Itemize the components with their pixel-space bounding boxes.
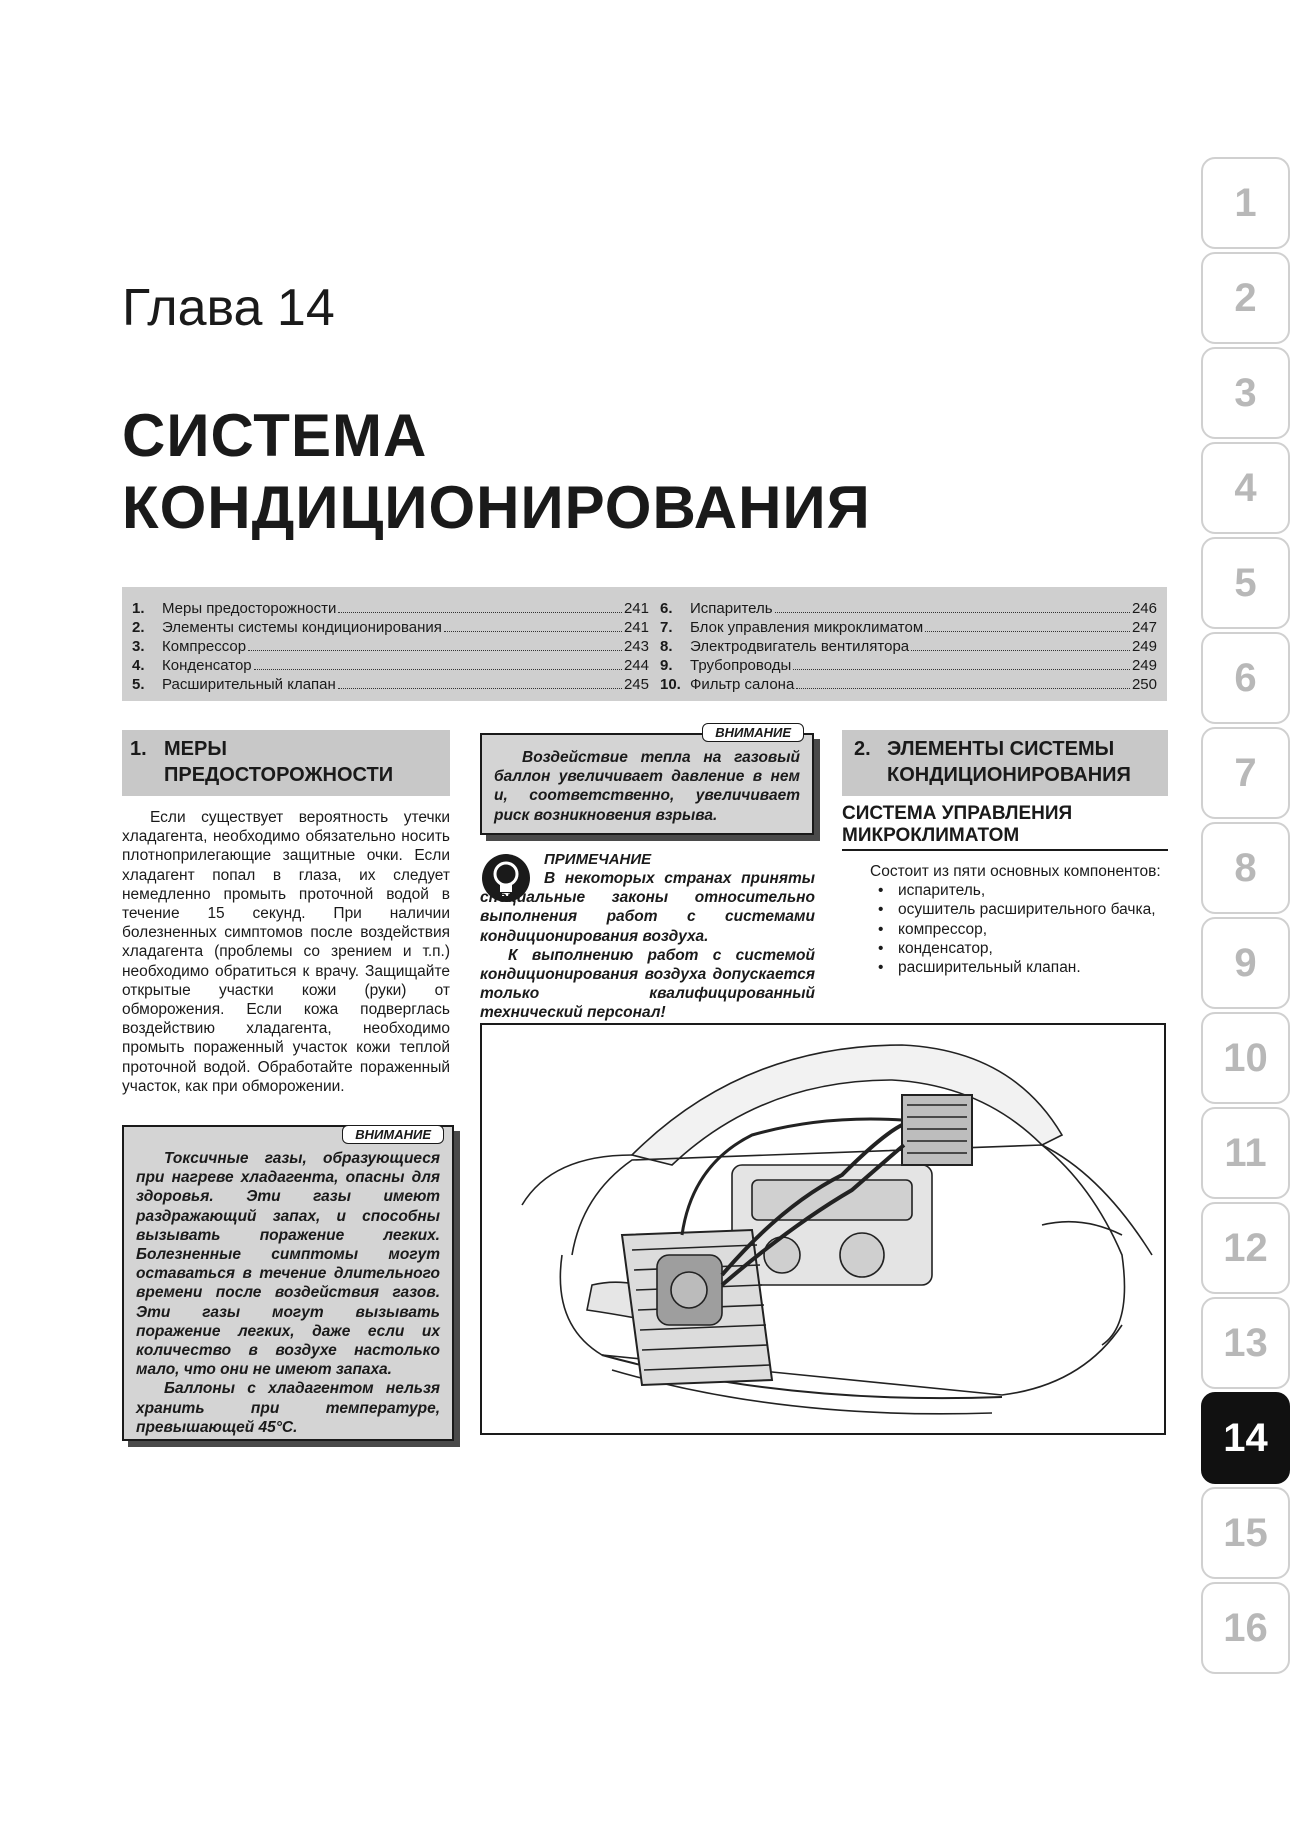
chapter-tab-11[interactable]: 11 — [1201, 1107, 1290, 1199]
chapter-tab-3[interactable]: 3 — [1201, 347, 1290, 439]
toc-entry[interactable]: 10. Фильтр салона 250 — [660, 676, 1157, 693]
chapter-tab-7[interactable]: 7 — [1201, 727, 1290, 819]
warning-label: ВНИМАНИЕ — [702, 723, 804, 742]
chapter-tab-12[interactable]: 12 — [1201, 1202, 1290, 1294]
section-2-subheading: СИСТЕМА УПРАВЛЕНИЯ МИКРОКЛИМАТОМ — [842, 803, 1168, 851]
chapter-tab-5[interactable]: 5 — [1201, 537, 1290, 629]
list-item: • осушитель расширительного бачка, — [842, 900, 1168, 919]
components-list — [842, 881, 1168, 977]
chapter-title — [122, 400, 871, 544]
note-label: ПРИМЕЧАНИЕ — [544, 851, 652, 868]
chapter-tab-10[interactable]: 10 — [1201, 1012, 1290, 1104]
chapter-title-line2: КОНДИЦИОНИРОВАНИЯ — [122, 474, 871, 541]
toc-entry[interactable]: 9. Трубопроводы 249 — [660, 657, 1157, 674]
toc-entry[interactable]: 3. Компрессор 243 — [132, 638, 649, 655]
section-1-body: Если существует вероятность утечки хладагента, необходимо обязательно носить плотноприлегающие защитные очки. Если хладагент попал в глаза, их следует немедленно промыть проточной водой в течение 15 секунд. При наличии болезненных симптомов после воздействия хладагента (проблемы со зрением и т.п.) необходимо обратиться к врачу. Защищайте открытые участки кожи (руки) от обморожения. Если кожа подверглась воздействию хладагента, необходимо промыть пораженный участок кожи теплой проточной водой. Обработайте пораженный участок, как при обморожении. — [122, 809, 450, 1095]
toc-entry[interactable]: 6. Испаритель 246 — [660, 600, 1157, 617]
car-ac-system-drawing — [482, 1025, 1164, 1433]
toc-entry[interactable]: 1. Меры предосторожности 241 — [132, 600, 649, 617]
warning-box-gas-cylinder: ВНИМАНИЕ Воздействие тепла на газовый баллон увеличивает давление в нем и, соответственно, увеличивает риск возникновения взрыва. — [480, 733, 814, 835]
toc-right-column — [660, 599, 1157, 694]
chapter-tab-1[interactable]: 1 — [1201, 157, 1290, 249]
chapter-title-line1: СИСТЕМА — [122, 402, 428, 469]
chapter-tab-8[interactable]: 8 — [1201, 822, 1290, 914]
section-2-body: Состоит из пяти основных компонентов: • испаритель, • осушитель расширительного бачка, • компрессор, • конденсатор, • расширительный клапан. — [842, 862, 1168, 977]
list-item: • компрессор, — [842, 920, 1168, 939]
warning-box-toxic-gases: ВНИМАНИЕ Токсичные газы, образующиеся при нагреве хладагента, опасны для здоровья. Эти газы имеют раздражающий запах, и способны вызывать поражение легких. Болезненные симптомы могут оставаться в течение длительного времени после воздействия газов. Эти газы могут вызывать поражение легких, даже если их количество в воздухе настолько мало, что они не имеют запаха. Баллоны с хладагентом нельзя хранить при температуре, превышающей 45°С. — [122, 1125, 454, 1441]
toc-entry[interactable]: 5. Расширительный клапан 245 — [132, 676, 649, 693]
warning-label: ВНИМАНИЕ — [342, 1125, 444, 1144]
chapter-tab-2[interactable]: 2 — [1201, 252, 1290, 344]
toc-entry[interactable]: 7. Блок управления микроклиматом 247 — [660, 619, 1157, 636]
list-item: • конденсатор, — [842, 939, 1168, 958]
chapter-tab-9[interactable]: 9 — [1201, 917, 1290, 1009]
section-1-heading: 1. МЕРЫ ПРЕДОСТОРОЖНОСТИ — [122, 730, 450, 796]
engine-bay-illustration — [480, 1023, 1166, 1435]
toc-entry[interactable]: 2. Элементы системы кондиционирования 241 — [132, 619, 649, 636]
table-of-contents — [122, 587, 1167, 701]
list-item: • расширительный клапан. — [842, 958, 1168, 977]
chapter-tab-15[interactable]: 15 — [1201, 1487, 1290, 1579]
toc-entry[interactable]: 8. Электродвигатель вентилятора 249 — [660, 638, 1157, 655]
chapter-tab-6[interactable]: 6 — [1201, 632, 1290, 724]
toc-left-column — [132, 599, 649, 694]
toc-entry[interactable]: 4. Конденсатор 244 — [132, 657, 649, 674]
note-block: ПРИМЕЧАНИЕ В некоторых странах приняты специальные законы относительно выполнения работ с системами кондиционирования воздуха. К выполнению работ с системой кондиционирования воздуха допускается только квалифицированный технический персонал! — [480, 851, 815, 1022]
chapter-tab-14-active[interactable]: 14 — [1201, 1392, 1290, 1484]
list-item: • испаритель, — [842, 881, 1168, 900]
chapter-tab-16[interactable]: 16 — [1201, 1582, 1290, 1674]
chapter-tab-4[interactable]: 4 — [1201, 442, 1290, 534]
chapter-tab-13[interactable]: 13 — [1201, 1297, 1290, 1389]
section-2-heading: 2. ЭЛЕМЕНТЫ СИСТЕМЫ КОНДИЦИОНИРОВАНИЯ — [842, 730, 1168, 796]
chapter-label: Глава 14 — [122, 279, 335, 337]
